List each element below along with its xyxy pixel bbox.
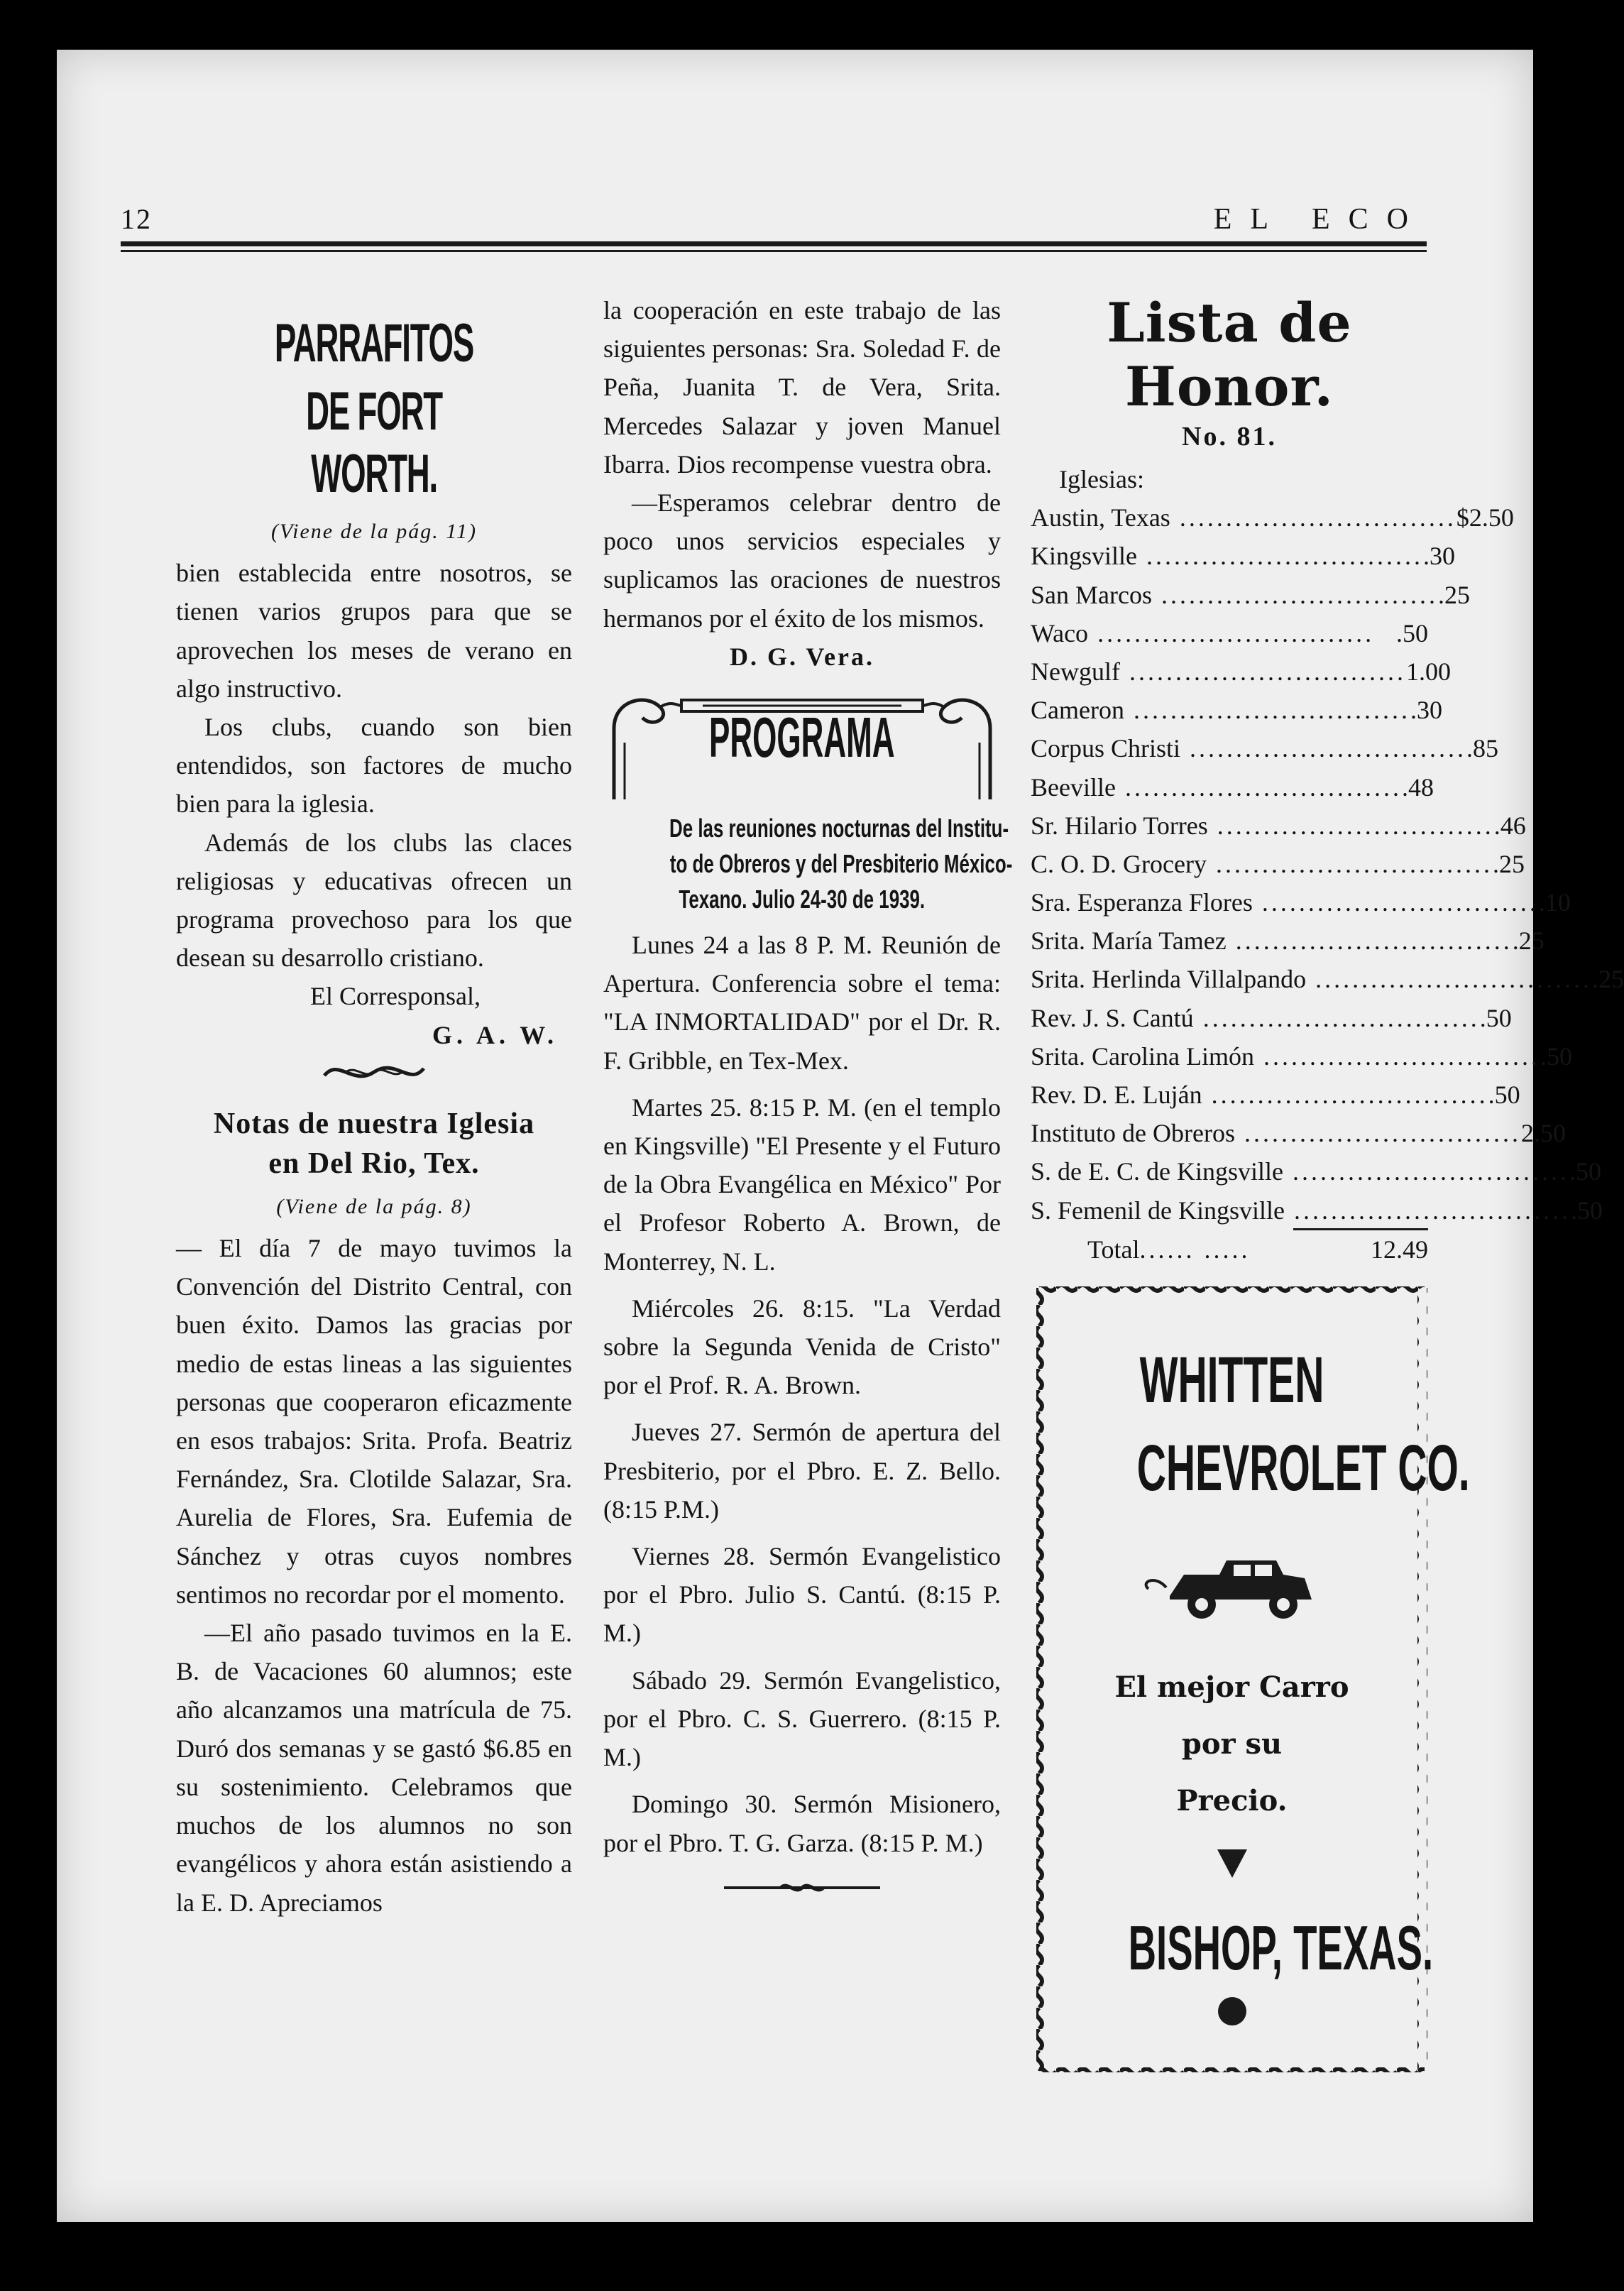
honor-row (1031, 1076, 1520, 1114)
honor-name: San Marcos .............................. (1031, 580, 1438, 609)
article-title-fort-worth (176, 310, 572, 508)
honor-amount: .10 (1538, 888, 1571, 917)
honor-row (1031, 960, 1624, 998)
ornament-icon (717, 1877, 887, 1898)
honor-name-text: Cameron (1031, 696, 1124, 725)
honor-name-text: Waco (1031, 618, 1089, 647)
honor-name-text: Beeville (1031, 772, 1116, 802)
title-line: Notas de nuestra Iglesia (213, 1107, 535, 1140)
program-entry: Jueves 27. Sermón de apertura del Presbiterio, por el Pbro. E. Z. Bello. (8:15 P.M.) (603, 1418, 1001, 1524)
closing-line: El Corresponsal, (310, 982, 481, 1011)
article-title-del-rio (176, 1104, 572, 1183)
honor-amount: $2.50 (1456, 503, 1514, 532)
program-entry: Viernes 28. Sermón Evangelistico por el Pbro. Julio S. Cantú. (8:15 P. M.) (603, 1542, 1001, 1648)
paragraph: Además de los clubs las claces religiosas y educativas ofrecen un programa provechoso para los que desean su desarrollo cristiano. (176, 828, 572, 973)
honor-name: Corpus Christi .............................. (1031, 734, 1467, 763)
honor-row (1031, 576, 1470, 614)
honor-name-text: Kingsville (1031, 542, 1137, 571)
honor-row (1031, 1191, 1603, 1230)
honor-name-text: Rev. J. S. Cantú (1031, 1003, 1194, 1032)
ad-slogan-line2: por su (1181, 1727, 1283, 1761)
ad-name-line1 (1035, 1343, 1429, 1418)
program-entry: Sábado 29. Sermón Evangelistico, por el Pbro. C. S. Guerrero. (8:15 P. M.) (603, 1666, 1001, 1772)
ad-name-line2 (1035, 1431, 1470, 1506)
publication-name: EL ECO (1213, 203, 1427, 236)
honor-row (1031, 652, 1451, 691)
ad-slogan-line3: Precio. (1176, 1784, 1288, 1817)
honor-amount: .50 (1396, 618, 1428, 647)
honor-amount: .50 (1570, 1196, 1603, 1225)
ad-text: WHITTEN (1139, 1344, 1324, 1416)
honor-row (1031, 691, 1442, 729)
programa-title-text: PROGRAMA (709, 706, 895, 770)
car-icon (1141, 1546, 1326, 1628)
honor-name: Cameron .............................. (1031, 696, 1410, 725)
ad-text: BISHOP, TEXAS. (1128, 1913, 1434, 1983)
honor-row (1031, 883, 1571, 922)
advertisement-whitten-chevrolet (1035, 1284, 1470, 2075)
honor-row (1031, 1037, 1572, 1076)
honor-name-text: Sr. Hilario Torres (1031, 811, 1208, 840)
honor-name-text: Instituto de Obreros (1031, 1119, 1235, 1148)
programa-header (603, 686, 1001, 807)
honor-name: S. de E. C. de Kingsville .............................. (1031, 1157, 1569, 1186)
honor-amount: .30 (1423, 542, 1455, 571)
honor-amount: .46 (1493, 811, 1526, 840)
lista-de-honor-title: Lista de Honor. (1107, 291, 1352, 418)
total-label: Total...... ..... (1087, 1235, 1251, 1264)
continued-note: (Viene de la pág. 11) (271, 520, 477, 543)
honor-name-text: C. O. D. Grocery (1031, 849, 1207, 878)
bullet-dot-icon (1218, 1997, 1246, 2025)
paragraph: la cooperación en este trabajo de las siguientes personas: Sra. Soledad F. de Peña, Juanita T. de Vera, Srita. Mercedes Salazar y joven Manuel Ibarra. Dios recompense vuestra obra. (603, 296, 1001, 479)
ornament-icon (317, 1054, 431, 1090)
honor-amount: .85 (1466, 734, 1499, 763)
title-line: en Del Rio, Tex. (268, 1147, 480, 1180)
honor-row (1031, 498, 1514, 537)
honor-amount: 2.50 (1520, 1119, 1566, 1148)
honor-name-text: Sra. Esperanza Flores (1031, 888, 1253, 917)
honor-roll-list (1031, 498, 1624, 1230)
honor-name: Newgulf .............................. (1031, 657, 1406, 686)
honor-name: C. O. D. Grocery .............................. (1031, 849, 1493, 878)
signature: D. G. Vera. (730, 642, 874, 671)
honor-name-text: Srita. María Tamez (1031, 926, 1227, 956)
honor-name-text: Corpus Christi (1031, 734, 1181, 763)
honor-name: S. Femenil de Kingsville .............................. (1031, 1196, 1571, 1225)
down-triangle-icon (1216, 1848, 1249, 1883)
honor-row (1031, 729, 1499, 767)
honor-amount: .25 (1592, 965, 1624, 994)
honor-name-text: San Marcos (1031, 580, 1152, 609)
honor-name-text: Austin, Texas (1031, 503, 1170, 532)
total-amount: 12.49 (1371, 1235, 1428, 1264)
program-entry: Miércoles 26. 8:15. "La Verdad sobre la Segunda Venida de Cristo" por el Prof. R. A. Brown. (603, 1294, 1001, 1400)
honor-amount: .50 (1540, 1041, 1572, 1071)
title-line: PARRAFITOS DE FORT (274, 313, 474, 442)
subtitle-line: Texano. Julio 24-30 de 1939. (679, 885, 926, 914)
ad-text: CHEVROLET CO. (1136, 1432, 1470, 1504)
honor-row (1031, 999, 1512, 1037)
honor-row (1031, 1152, 1601, 1191)
honor-row (1031, 1114, 1566, 1152)
header-rule (121, 241, 1427, 246)
paragraph: —Esperamos celebrar dentro de poco unos servicios especiales y suplicamos las oraciones de nuestros hermanos por el éxito de los mismos. (603, 488, 1001, 633)
program-entry: Lunes 24 a las 8 P. M. Reunión de Apertura. Conferencia sobre el tema: "LA INMORTALIDAD" por el Dr. R. F. Gribble, en Tex-Mex. (603, 931, 1001, 1075)
honor-name: Sra. Esperanza Flores .............................. (1031, 888, 1539, 917)
page-header (121, 202, 1427, 238)
honor-amount: 1.00 (1405, 657, 1451, 686)
honor-name-text: Newgulf (1031, 657, 1120, 686)
honor-row (1031, 845, 1525, 883)
paragraph: Los clubs, cuando son bien entendidos, son factores de mucho bien para la iglesia. (176, 713, 572, 819)
honor-name: Sr. Hilario Torres .............................. (1031, 811, 1494, 840)
page-number: 12 (121, 203, 152, 235)
honor-amount: .50 (1488, 1081, 1520, 1110)
honor-name: Kingsville .............................. (1031, 542, 1423, 571)
subhead-iglesias: Iglesias: (1059, 465, 1144, 493)
end-ornament (603, 1871, 1001, 1909)
program-entry: Domingo 30. Sermón Misionero, por el Pbro. T. G. Garza. (8:15 P. M.) (603, 1790, 1001, 1857)
honor-name: Waco .............................. (1031, 618, 1375, 647)
honor-amount: .25 (1492, 849, 1525, 878)
programa-subtitle (603, 811, 1013, 917)
program-entry: Martes 25. 8:15 P. M. (en el templo en Kingsville) "El Presente y el Futuro de la Obra Evangélica en México" Por el Profesor Roberto A. Brown, de Monterrey, N. L. (603, 1093, 1001, 1276)
programa-title (603, 706, 1001, 770)
honor-name: Srita. Herlinda Villalpando .............................. (1031, 965, 1593, 994)
subtitle-line: De las reuniones nocturnas del Institu- (669, 814, 1009, 843)
honor-amount: .25 (1437, 580, 1470, 609)
honor-row (1031, 807, 1526, 845)
lista-number: No. 81. (1182, 422, 1277, 452)
honor-row (1031, 922, 1545, 960)
honor-row (1031, 768, 1434, 807)
honor-name-text: Rev. D. E. Luján (1031, 1081, 1202, 1110)
paragraph: — El día 7 de mayo tuvimos la Convención del Distrito Central, con buen éxito. Damos las gracias por medio de estas lineas a las siguientes personas que cooperaron eficazmente en esos trabajos: Srita. Profa. Beatriz Fernández, Sra. Clotilde Salazar, Sra. Aurelia de Flores, Sra. Eufemia de Sánchez y otras cuyos nombres sentimos no recordar por el momento. (176, 1234, 572, 1609)
paragraph: bien establecida entre nosotros, se tienen varios grupos para que se aprovechen los meses de verano en algo instructivo. (176, 559, 572, 703)
header-rule-thin (121, 250, 1427, 252)
honor-name: Srita. María Tamez .............................. (1031, 926, 1513, 956)
honor-name: Rev. J. S. Cantú .............................. (1031, 1003, 1480, 1032)
honor-amount: .50 (1569, 1157, 1601, 1186)
signature: G. A. W. (432, 1020, 558, 1049)
title-line: WORTH. (311, 444, 437, 504)
total-label-text: Total (1087, 1235, 1140, 1264)
continued-note: (Viene de la pág. 8) (276, 1194, 472, 1218)
honor-amount: .30 (1410, 696, 1442, 725)
column-left (176, 291, 572, 1922)
honor-name-text: S. Femenil de Kingsville (1031, 1196, 1285, 1225)
paragraph: —El año pasado tuvimos en la E. B. de Vacaciones 60 alumnos; este año alcanzamos una matrícula de 75. Duró dos semanas y se gastó $6.85 en su sostenimiento. Celebramos que muchos de los alumnos no son evangélicos y ahora están asistiendo a la E. D. Apreciamos (176, 1619, 572, 1917)
column-right (1031, 291, 1624, 1269)
honor-name-text: Srita. Herlinda Villalpando (1031, 965, 1307, 994)
column-middle (603, 291, 1013, 1909)
total-row (1031, 1230, 1428, 1269)
honor-name-text: Srita. Carolina Limón (1031, 1041, 1254, 1071)
honor-name: Instituto de Obreros .............................. (1031, 1119, 1521, 1148)
honor-name: Rev. D. E. Luján .............................. (1031, 1081, 1488, 1110)
honor-name-text: S. de E. C. de Kingsville (1031, 1157, 1283, 1186)
honor-amount: .50 (1479, 1003, 1512, 1032)
honor-amount: .48 (1401, 772, 1434, 802)
subtitle-line: to de Obreros y del Presbiterio México- (669, 849, 1013, 879)
honor-name: Beeville .............................. (1031, 772, 1402, 802)
honor-name: Austin, Texas .............................. (1031, 503, 1456, 532)
honor-name: Srita. Carolina Limón .............................. (1031, 1041, 1540, 1071)
ad-slogan-line1: El mejor Carro (1114, 1671, 1349, 1704)
honor-amount: .25 (1512, 926, 1545, 956)
ornament-divider (176, 1054, 572, 1104)
ad-location (1035, 1912, 1434, 1984)
honor-row (1031, 537, 1455, 575)
honor-row (1031, 614, 1428, 652)
